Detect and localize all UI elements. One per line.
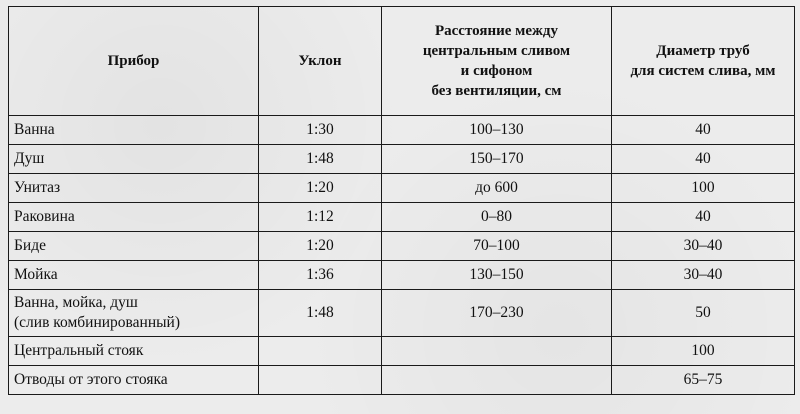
cell-distance — [382, 366, 612, 395]
header-distance-line: и сифоном — [460, 63, 533, 79]
header-diameter-line: для систем слива, мм — [630, 63, 776, 79]
cell-diameter: 40 — [612, 116, 795, 145]
cell-device-line: Ванна — [14, 121, 55, 138]
cell-slope: 1:20 — [259, 232, 382, 261]
cell-distance — [382, 337, 612, 366]
table-body — [9, 116, 795, 395]
table-row — [9, 366, 795, 395]
header-diameter — [612, 7, 795, 116]
cell-slope: 1:30 — [259, 116, 382, 145]
header-distance — [382, 7, 612, 116]
cell-diameter: 30–40 — [612, 232, 795, 261]
cell-device-line: Центральный стояк — [14, 342, 144, 359]
cell-device — [9, 203, 259, 232]
cell-slope: 1:48 — [259, 145, 382, 174]
cell-diameter: 50 — [612, 290, 795, 337]
cell-diameter: 65–75 — [612, 366, 795, 395]
cell-diameter: 100 — [612, 174, 795, 203]
header-distance-line: без вентиляции, см — [431, 83, 562, 99]
cell-diameter: 100 — [612, 337, 795, 366]
cell-device-line: Биде — [14, 237, 46, 254]
cell-device — [9, 290, 259, 337]
cell-device — [9, 232, 259, 261]
cell-device — [9, 174, 259, 203]
cell-device-line: Раковина — [14, 208, 75, 225]
table-row — [9, 337, 795, 366]
header-slope: Уклон — [259, 7, 382, 116]
table-row — [9, 203, 795, 232]
cell-device-line: Унитаз — [14, 179, 61, 196]
cell-distance: 170–230 — [382, 290, 612, 337]
cell-device — [9, 116, 259, 145]
cell-slope — [259, 366, 382, 395]
cell-device-line: Душ — [14, 150, 45, 167]
header-diameter-line: Диаметр труб — [656, 43, 750, 59]
cell-distance: 150–170 — [382, 145, 612, 174]
cell-slope: 1:12 — [259, 203, 382, 232]
cell-device — [9, 337, 259, 366]
cell-device-line: Ванна, мойка, душ — [14, 294, 138, 311]
cell-distance: 100–130 — [382, 116, 612, 145]
cell-device — [9, 366, 259, 395]
cell-slope — [259, 337, 382, 366]
header-distance-line: Расстояние между — [434, 23, 558, 39]
table-header-row — [9, 7, 795, 116]
header-device: Прибор — [9, 7, 259, 116]
cell-diameter: 40 — [612, 203, 795, 232]
header-distance-line: центральным сливом — [422, 43, 571, 59]
cell-device-line: Отводы от этого стояка — [14, 371, 168, 388]
cell-device — [9, 261, 259, 290]
cell-slope: 1:20 — [259, 174, 382, 203]
table-row — [9, 174, 795, 203]
cell-distance: до 600 — [382, 174, 612, 203]
table-row — [9, 261, 795, 290]
table-row — [9, 290, 795, 337]
cell-device — [9, 145, 259, 174]
cell-diameter: 40 — [612, 145, 795, 174]
cell-distance: 0–80 — [382, 203, 612, 232]
drainage-table — [8, 6, 795, 395]
cell-device-line: (слив комбинированный) — [14, 314, 180, 331]
cell-distance: 70–100 — [382, 232, 612, 261]
table-row — [9, 116, 795, 145]
cell-slope: 1:36 — [259, 261, 382, 290]
cell-distance: 130–150 — [382, 261, 612, 290]
table-row — [9, 232, 795, 261]
cell-device-line: Мойка — [14, 266, 58, 283]
table-row — [9, 145, 795, 174]
cell-diameter: 30–40 — [612, 261, 795, 290]
cell-slope: 1:48 — [259, 290, 382, 337]
